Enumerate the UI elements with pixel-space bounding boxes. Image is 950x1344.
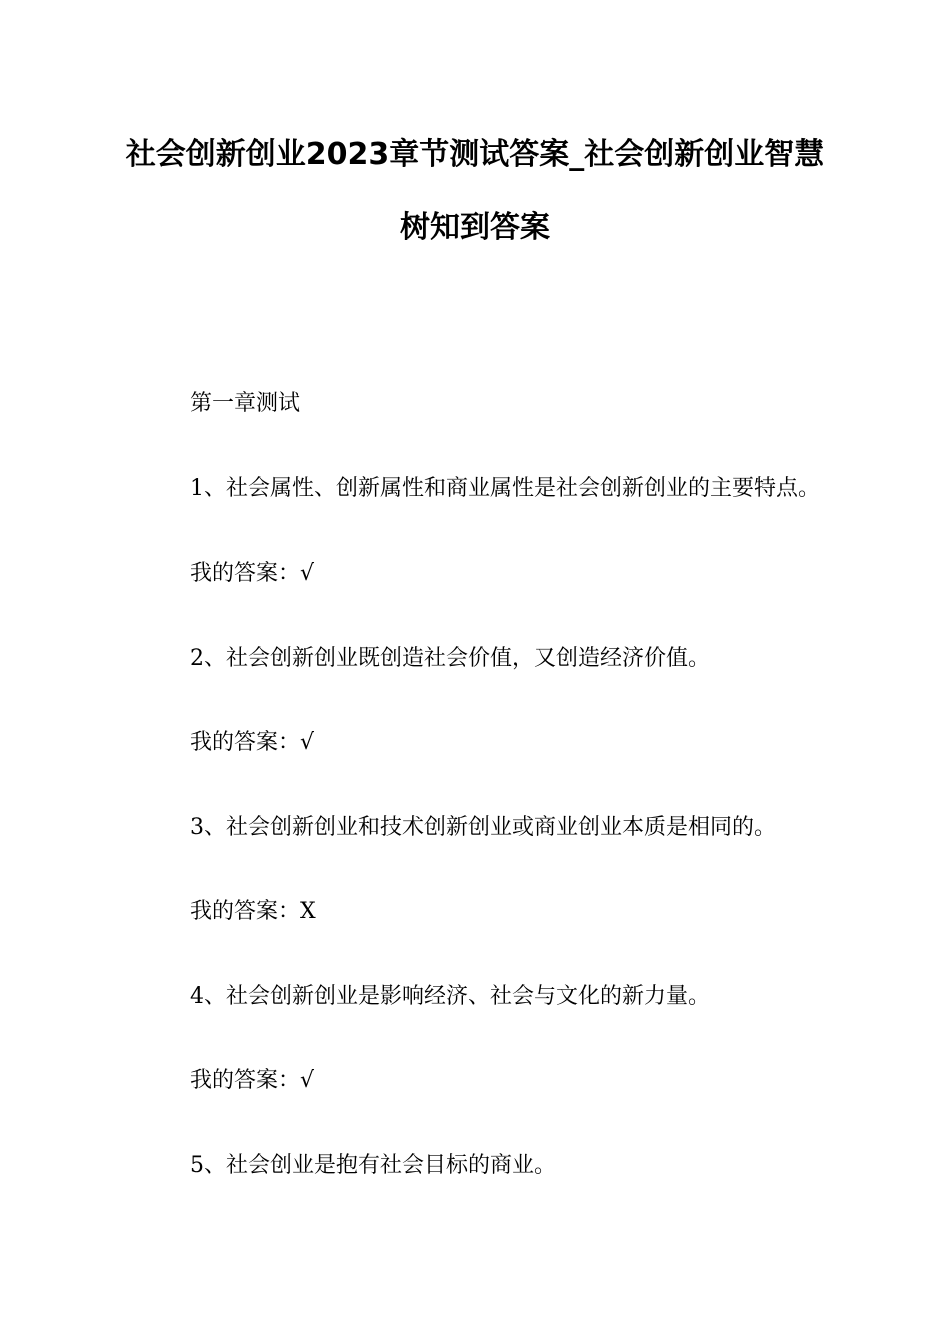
- answer-2: 我的答案：√: [190, 730, 315, 755]
- question-5: 5、社会创业是抱有社会目标的商业。: [190, 1153, 556, 1178]
- answer-1: 我的答案：√: [190, 561, 315, 586]
- document-title-line-1: 社会创新创业2023章节测试答案_社会创新创业智慧: [125, 137, 825, 172]
- question-4: 4、社会创新创业是影响经济、社会与文化的新力量。: [190, 984, 710, 1009]
- question-3: 3、社会创新创业和技术创新创业或商业创业本质是相同的。: [190, 815, 776, 840]
- document-title-line-2: 树知到答案: [400, 210, 550, 245]
- question-1: 1、社会属性、创新属性和商业属性是社会创新创业的主要特点。: [190, 476, 820, 501]
- answer-3: 我的答案：X: [190, 899, 316, 924]
- question-2: 2、社会创新创业既创造社会价值，又创造经济价值。: [190, 646, 710, 671]
- chapter-heading: 第一章测试: [190, 391, 301, 416]
- answer-4: 我的答案：√: [190, 1068, 315, 1093]
